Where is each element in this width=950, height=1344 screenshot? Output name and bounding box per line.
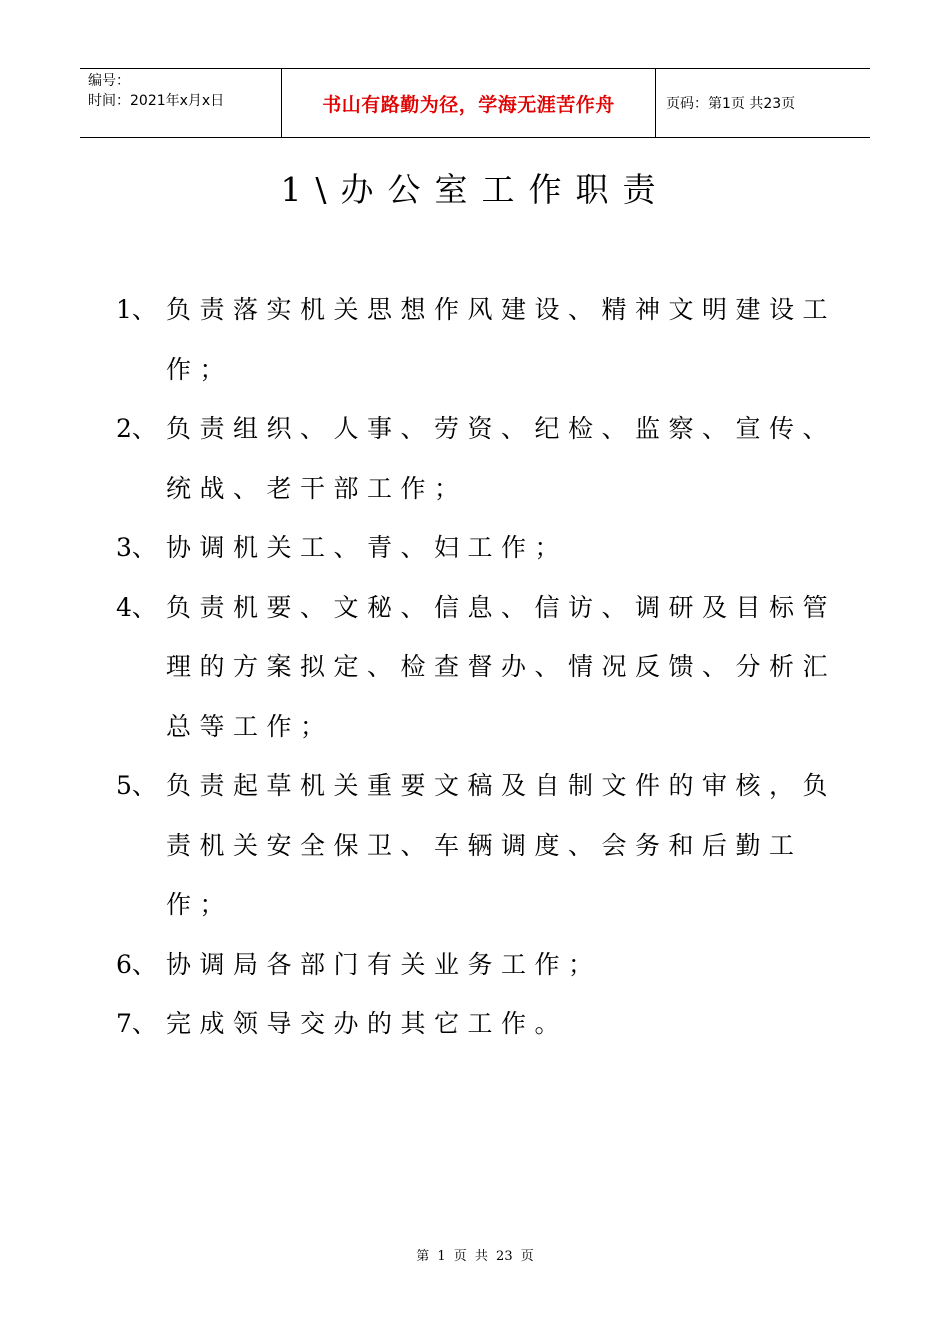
number-label: 编号： — [88, 73, 130, 89]
duty-item — [116, 280, 846, 399]
duty-text: 负责起草机关重要文稿及自制文件的审核，负责机关安全保卫、车辆调度、会务和后勤工作； — [166, 771, 837, 919]
page-footer: 第 1 页 共 23 页 — [416, 1249, 534, 1264]
duty-text: 协调局各部门有关业务工作； — [166, 949, 602, 979]
duty-text: 负责组织、人事、劳资、纪检、监察、宣传、统战、老干部工作； — [166, 414, 837, 503]
duty-number: 1、 — [116, 295, 157, 324]
duty-number: 4、 — [116, 592, 157, 622]
duty-item — [116, 994, 846, 1054]
duty-text: 负责机要、文秘、信息、信访、调研及目标管理的方案拟定、检查督办、情况反馈、分析汇总等工作； — [166, 592, 837, 741]
duty-number: 2、 — [116, 414, 157, 443]
header-page-info: 页码：第1页 共23页 — [666, 96, 796, 112]
duty-number: 6、 — [116, 949, 157, 979]
duty-item — [116, 756, 846, 935]
header-motto: 书山有路勤为径，学海无涯苦作舟 — [282, 69, 656, 137]
duty-item — [116, 518, 846, 578]
document-title: 1\办公室工作职责 — [280, 170, 670, 209]
duty-item — [116, 399, 846, 518]
duty-number: 7、 — [116, 1009, 157, 1038]
document-header — [80, 68, 870, 138]
duty-text: 完成领导交办的其它工作。 — [166, 1009, 569, 1038]
duty-number: 5、 — [116, 771, 157, 800]
duty-number: 3、 — [116, 533, 157, 562]
duty-item — [116, 578, 846, 757]
header-meta — [80, 69, 282, 137]
duty-text: 负责落实机关思想作风建设、精神文明建设工作； — [166, 295, 837, 384]
duty-list — [116, 280, 846, 1054]
time-label: 时间：2021年x月x日 — [88, 93, 225, 109]
duty-text: 协调机关工、青、妇工作； — [166, 533, 569, 562]
duty-item — [116, 935, 846, 995]
